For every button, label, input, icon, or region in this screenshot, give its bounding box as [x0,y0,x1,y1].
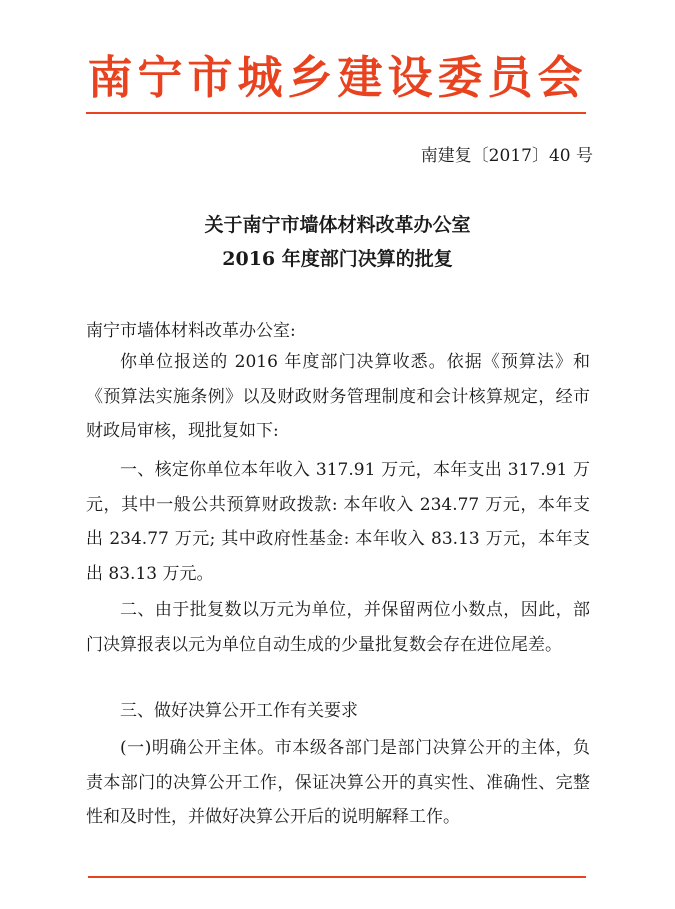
document-title-line-1: 关于南宁市墙体材料改革办公室 [204,214,471,236]
body-paragraph: 二、由于批复数以万元为单位，并保留两位小数点，因此，部门决算报表以元为单位自动生成的少量批复数会存在进位尾差。 [86,600,590,655]
document-number: 南建复〔2017〕40 号 [420,146,593,166]
addressee: 南宁市墙体材料改革办公室: [86,321,296,341]
letterhead-divider [86,112,586,114]
document-title-line-2: 2016 年度部门决算的批复 [222,248,453,270]
body-paragraph: 一、核定你单位本年收入 317.91 万元，本年支出 317.91 万元，其中一般公共预算财政拨款: 本年收入 234.77 万元，本年支出 234.77 万元; 其中政府性基金: 本年收入 83.13 万元，本年支出 83.13 万元。 [86,460,590,584]
body-paragraph: (一)明确公开主体。市本级各部门是部门决算公开的主体，负责本部门的决算公开工作，保证决算公开的真实性、准确性、完整性和及时性，并做好决算公开后的说明解释工作。 [86,738,590,827]
letterhead-org-title: 南宁市城乡建设委员会 [87,51,588,104]
section-heading: 三、做好决算公开工作有关要求 [120,701,358,721]
body-paragraph: 你单位报送的 2016 年度部门决算收悉。依据《预算法》和《预算法实施条例》以及财政财务管理制度和会计核算规定，经市财政局审核，现批复如下: [86,352,590,441]
footer-divider [88,876,586,878]
